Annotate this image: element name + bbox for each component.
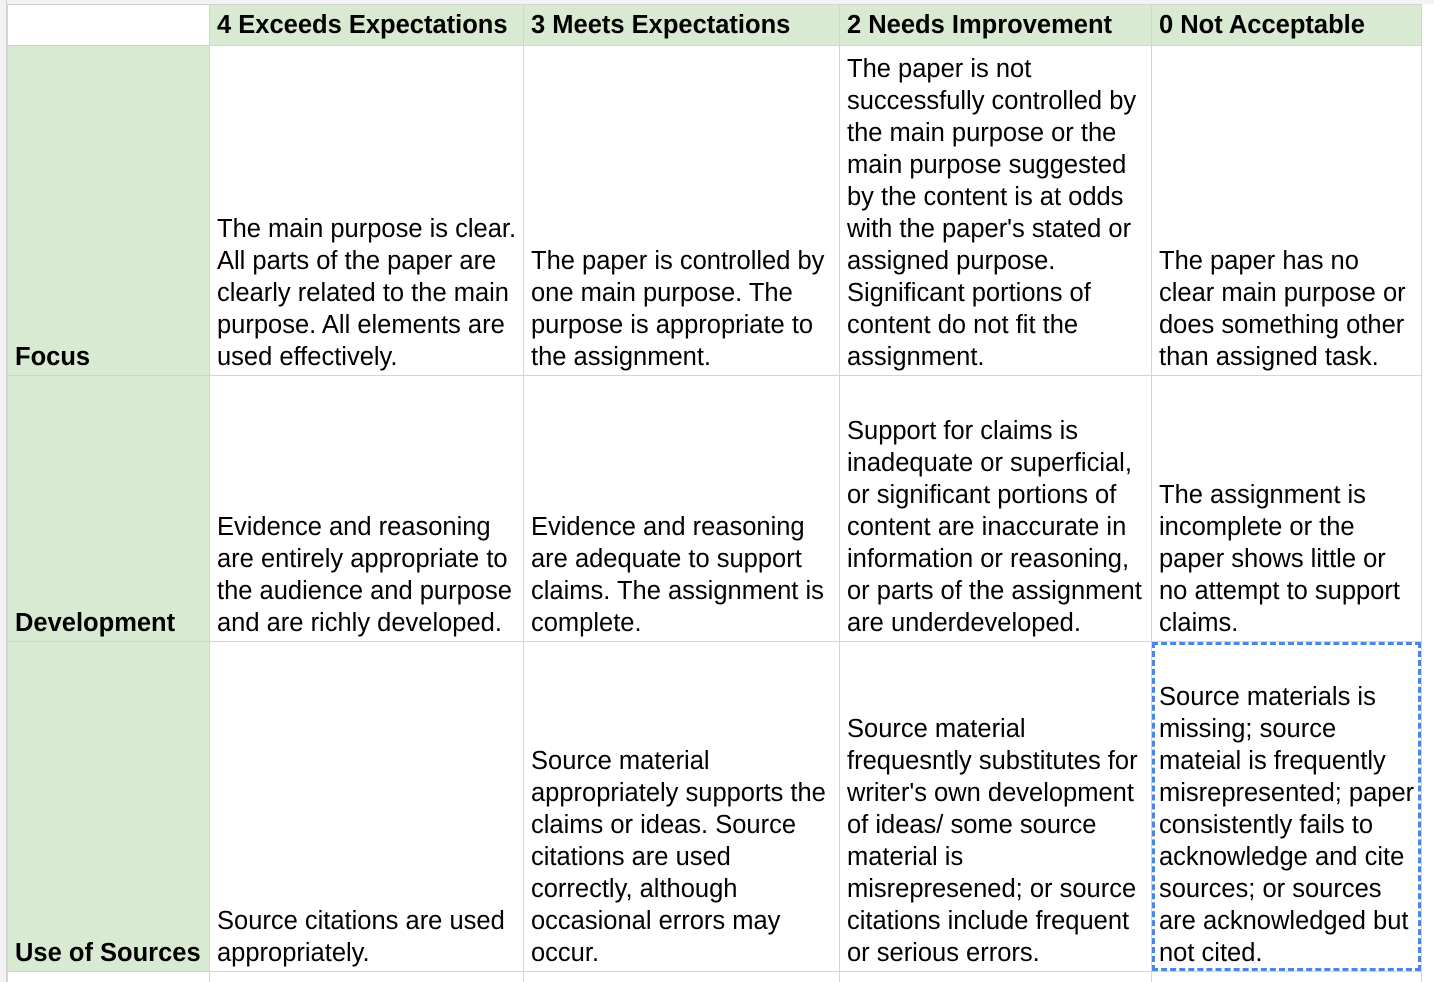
cell-development-not-acceptable[interactable]: The assignment is incomplete or the paper shows little or no attempt to support claims. [1152, 376, 1422, 642]
row-focus [8, 46, 1422, 376]
cell-development-exceeds[interactable]: Evidence and reasoning are entirely appropriate to the audience and purpose and are richly developed. [210, 376, 524, 642]
row-label-focus[interactable]: Focus [8, 46, 210, 376]
cell-sources-meets[interactable]: Source material appropriately supports the claims or ideas. Source citations are used correctly, although occasional errors may occur. [524, 642, 840, 972]
cell-development-meets[interactable]: Evidence and reasoning are adequate to support claims. The assignment is complete. [524, 376, 840, 642]
header-cell-not-acceptable[interactable]: 0 Not Acceptable [1152, 5, 1422, 46]
cell-development-needs-improvement[interactable]: Support for claims is inadequate or superficial, or significant portions of content are inaccurate in information or reasoning, or parts of the assignment are underdeveloped. [840, 376, 1152, 642]
empty-cell[interactable] [524, 972, 840, 982]
row-use-of-sources [8, 642, 1422, 972]
header-cell-needs-improvement[interactable]: 2 Needs Improvement [840, 5, 1152, 46]
corner-cell[interactable] [8, 5, 210, 46]
cell-focus-meets[interactable]: The paper is controlled by one main purpose. The purpose is appropriate to the assignment. [524, 46, 840, 376]
cell-sources-not-acceptable[interactable] [1152, 642, 1422, 972]
row-label-use-of-sources[interactable]: Use of Sources [8, 642, 210, 972]
row-header-strip [0, 0, 7, 982]
empty-row [8, 972, 1422, 982]
rubric-table [7, 4, 1422, 982]
row-development [8, 376, 1422, 642]
cell-focus-exceeds[interactable]: The main purpose is clear. All parts of the paper are clearly related to the main purpose. All elements are used effectively. [210, 46, 524, 376]
header-cell-exceeds[interactable]: 4 Exceeds Expectations [210, 5, 524, 46]
header-cell-meets[interactable]: 3 Meets Expectations [524, 5, 840, 46]
cell-sources-exceeds[interactable]: Source citations are used appropriately. [210, 642, 524, 972]
cell-focus-needs-improvement[interactable]: The paper is not successfully controlled by the main purpose or the main purpose suggested by the content is at odds with the paper's stated or assigned purpose. Significant portions of content do not fit the assignment. [840, 46, 1152, 376]
empty-cell[interactable] [8, 972, 210, 982]
row-label-development[interactable]: Development [8, 376, 210, 642]
selected-cell-text: Source materials is missing; source mateial is frequently misrepresented; paper consistently fails to acknowledge and cite sources; or sources are acknowledged but not cited. [1159, 683, 1415, 967]
cell-focus-not-acceptable[interactable]: The paper has no clear main purpose or does something other than assigned task. [1152, 46, 1422, 376]
header-row [8, 5, 1422, 46]
empty-cell[interactable] [210, 972, 524, 982]
cell-sources-needs-improvement[interactable]: Source material frequesntly substitutes for writer's own development of ideas/ some source material is misrepresened; or source citations include frequent or serious errors. [840, 642, 1152, 972]
empty-cell[interactable] [1152, 972, 1422, 982]
empty-cell[interactable] [840, 972, 1152, 982]
